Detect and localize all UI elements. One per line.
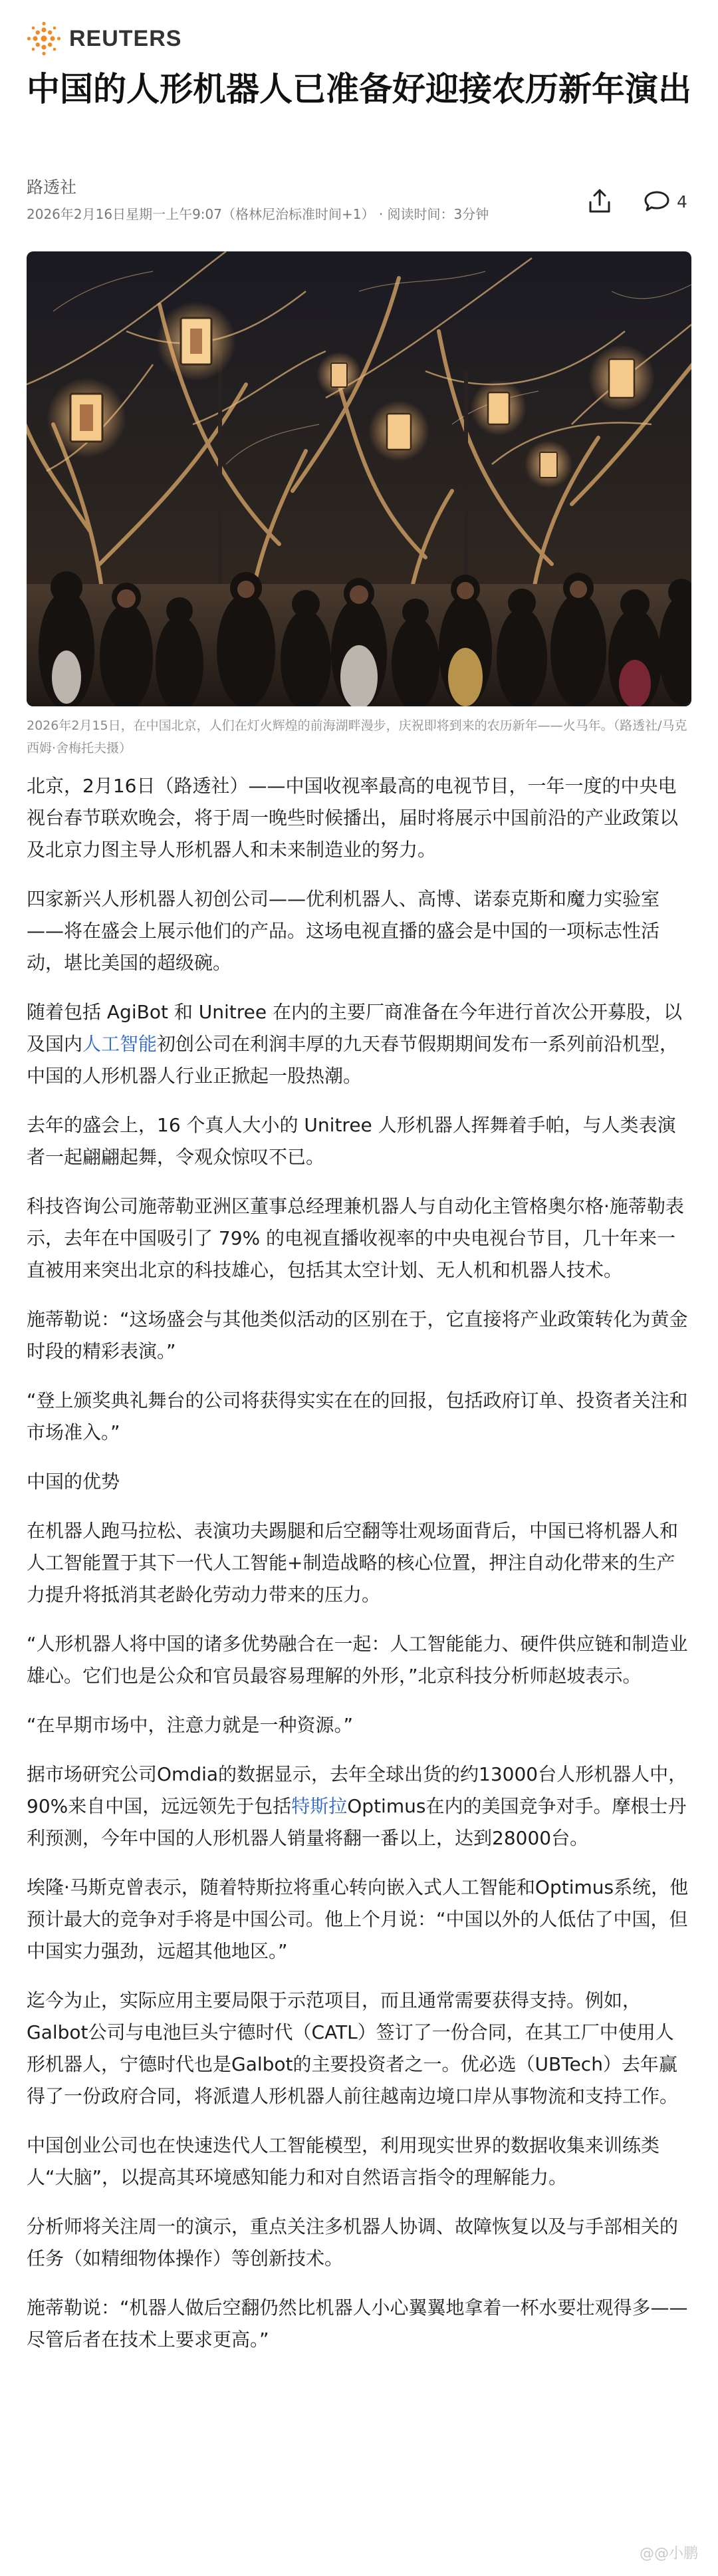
paragraph-12: 埃隆·马斯克曾表示，随着特斯拉将重心转向嵌入式人工智能和Optimus系统，他预计最大的竞争对手将是中国公司。他上个月说：“中国以外的人低估了中国，但中国实力强劲，远超其他地区。” bbox=[27, 1876, 689, 1962]
paragraph-1: 北京，2月16日（路透社）——中国收视率最高的电视节目，一年一度的中央电视台春节联欢晚会，将于周一晚些时候播出，届时将展示中国前沿的产业政策以及北京力图主导人形机器人和未来制造业的努力。 bbox=[27, 775, 679, 861]
paragraph-2: 四家新兴人形机器人初创公司——优利机器人、高博、诺泰克斯和魔力实验室——将在盛会上展示他们的产品。这场电视直播的盛会是中国的一项标志性活动，堪比美国的超级碗。 bbox=[27, 888, 660, 974]
paragraph-14: 中国创业公司也在快速迭代人工智能模型，利用现实世界的数据收集来训练类人“大脑”，以提高其环境感知能力和对自然语言指令的理解能力。 bbox=[27, 2134, 660, 2188]
share-button[interactable] bbox=[584, 185, 616, 217]
article-body bbox=[27, 770, 691, 2373]
brand-name: REUTERS bbox=[69, 25, 182, 51]
paragraph-6: 施蒂勒说：“这场盛会与其他类似活动的区别在于，它直接将产业政策转化为黄金时段的精彩表演。” bbox=[27, 1308, 688, 1362]
paragraph-8: 在机器人跑马拉松、表演功夫踢腿和后空翻等壮观场面背后，中国已将机器人和人工智能置于其下一代人工智能+制造战略的核心位置，押注自动化带来的生产力提升将抵消其老龄化劳动力带来的压力。 bbox=[27, 1520, 679, 1606]
paragraph-text: 初创公司在利润丰厚的九天春节假期期间发布一系列前沿机型，中国的人形机器人行业正掀起一股热潮。 bbox=[27, 1033, 679, 1087]
hero-photo[interactable] bbox=[27, 251, 691, 706]
link-tesla[interactable]: 特斯拉 bbox=[291, 1795, 348, 1817]
paragraph-10: “在早期市场中，注意力就是一种资源。” bbox=[27, 1714, 354, 1736]
photo-caption: 2026年2月15日，在中国北京，人们在灯火辉煌的前海湖畔漫步，庆祝即将到来的农历新年——火马年。（路透社/马克西姆·舍梅托夫摄） bbox=[27, 718, 687, 756]
paragraph-3 bbox=[27, 996, 691, 1092]
article-source[interactable]: 路透社 bbox=[27, 178, 77, 197]
link-ai[interactable]: 人工智能 bbox=[82, 1033, 158, 1055]
paragraph-text: 据市场研究公司Omdia的数据显示，去年全球出货的约13000台人形机器人中，90%来自中国，远远领先于包括 bbox=[27, 1763, 687, 1817]
paragraph-11 bbox=[27, 1759, 691, 1854]
paragraph-text: 随着包括 AgiBot 和 Unitree 在内的主要厂商准备在今年进行首次公开募股，以及国内 bbox=[27, 1001, 682, 1055]
comment-bubble-icon bbox=[644, 190, 670, 214]
paragraph-4: 去年的盛会上，16 个真人大小的 Unitree 人形机器人挥舞着手帕，与人类表演者一起翩翩起舞，令观众惊叹不已。 bbox=[27, 1114, 676, 1168]
paragraph-13: 迄今为止，实际应用主要局限于示范项目，而且通常需要获得支持。例如，Galbot公司与电池巨头宁德时代（CATL）签订了一份合同，在其工厂中使用人形机器人，宁德时代也是Galbot的主要投资者之一。优必选（UBTech）去年赢得了一份政府合同，将派遣人形机器人前往越南边境口岸从事物流和支持工作。 bbox=[27, 1989, 679, 2107]
reuters-header bbox=[27, 20, 181, 57]
comment-count: 4 bbox=[677, 192, 687, 212]
reuters-logo-icon bbox=[27, 21, 61, 56]
paragraph-7: “登上颁奖典礼舞台的公司将获得实实在在的回报，包括政府订单、投资者关注和市场准入。” bbox=[27, 1389, 688, 1443]
paragraph-text: Optimus在内的美国竞争对手。摩根士丹利预测，今年中国的人形机器人销量将翻一番以上，达到28000台。 bbox=[27, 1795, 687, 1849]
paragraph-15: 分析师将关注周一的演示，重点关注多机器人协调、故障恢复以及与手部相关的任务（如精细物体操作）等创新技术。 bbox=[27, 2216, 679, 2269]
paragraph-5: 科技咨询公司施蒂勒亚洲区董事总经理兼机器人与自动化主管格奥尔格·施蒂勒表示，去年在中国吸引了 79% 的电视直播收视率的中央电视台节目，几十年来一直被用来突出北京的科技雄心，包括其太空计划、无人机和机器人技术。 bbox=[27, 1195, 684, 1281]
watermark: @@小鹏 bbox=[639, 2545, 698, 2562]
article-title: 中国的人形机器人已准备好迎接农历新年演出 bbox=[27, 70, 691, 108]
share-icon bbox=[584, 185, 616, 217]
paragraph-16: 施蒂勒说：“机器人做后空翻仍然比机器人小心翼翼地拿着一杯水要壮观得多——尽管后者在技术上要求更高。” bbox=[27, 2297, 688, 2351]
paragraph-9: “人形机器人将中国的诸多优势融合在一起：人工智能能力、硬件供应链和制造业雄心。它们也是公众和官员最容易理解的外形，”北京科技分析师赵坡表示。 bbox=[27, 1633, 688, 1687]
comments-button[interactable] bbox=[644, 188, 687, 215]
section-heading: 中国的优势 bbox=[27, 1471, 120, 1493]
article-dateline: 2026年2月16日星期一上午9:07（格林尼治标准时间+1） · 阅读时间：3分钟 bbox=[27, 206, 489, 222]
